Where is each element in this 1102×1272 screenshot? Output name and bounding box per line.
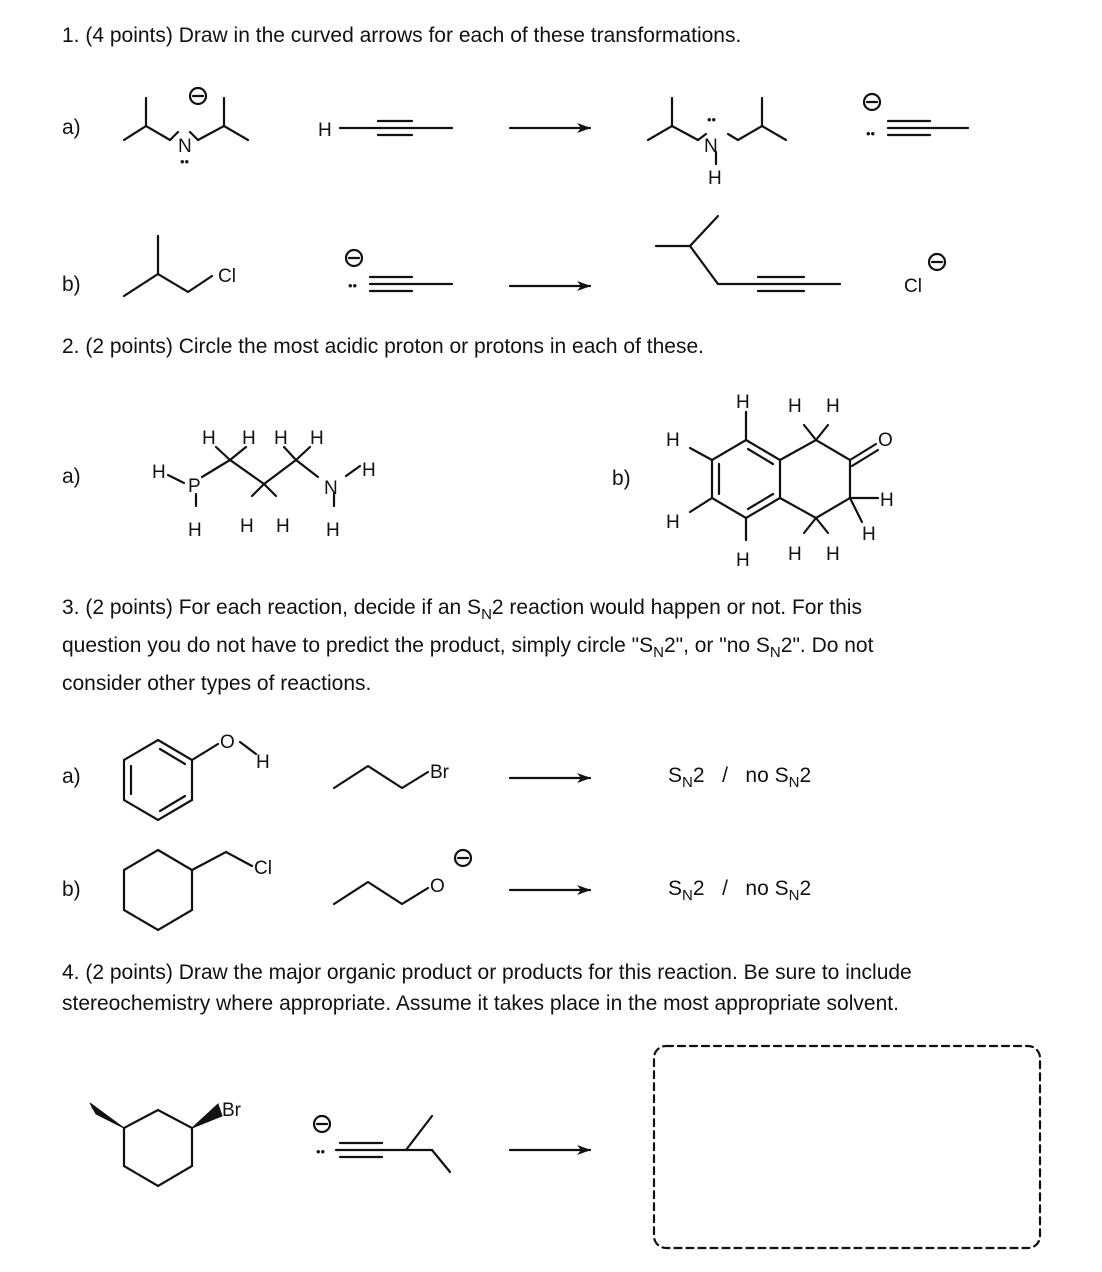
q2b-h-aryl-top: H bbox=[736, 392, 750, 413]
q3b-oxide-minus bbox=[455, 850, 471, 866]
q4-bromine: Br bbox=[222, 1100, 241, 1121]
question-1-text: 1. (4 points) Draw in the curved arrows for each of these transformations. bbox=[62, 24, 742, 47]
q1a-diisopropylamide bbox=[124, 98, 248, 140]
q2a-h-top-1: H bbox=[202, 428, 216, 449]
q3a-bromine: Br bbox=[430, 762, 449, 783]
q2b-h-alpha-bottom: H bbox=[862, 524, 876, 545]
q1a-propynide-anion bbox=[888, 121, 968, 135]
q2b-h-ch2-bottom-2: H bbox=[826, 544, 840, 565]
sn2-choice-a[interactable]: $S_N2$ / no $S_N2$ bbox=[668, 764, 812, 791]
q1b-chloride: Cl bbox=[904, 276, 922, 297]
q1a-propyne bbox=[340, 121, 452, 135]
q2a-h-n-bottom: H bbox=[326, 520, 340, 541]
q4-acetylide-minus bbox=[314, 1116, 330, 1132]
q4-anion-lone-pair: •• bbox=[316, 1144, 326, 1159]
q4-isopropyl-acetylide bbox=[336, 1116, 450, 1172]
q1b-anion-lone-pair: •• bbox=[348, 278, 358, 293]
q1b-isobutyl-chloride bbox=[124, 236, 212, 296]
q2a-h-bottom-1: H bbox=[240, 516, 254, 537]
q3a-hydroxyl-h: H bbox=[256, 752, 270, 773]
q2-label-b: b) bbox=[612, 467, 631, 490]
q1b-acetylide bbox=[370, 277, 452, 291]
q2a-phosphorus: P bbox=[188, 476, 201, 497]
q1a-lone-pair: •• bbox=[180, 154, 190, 169]
q2b-tetralone bbox=[690, 412, 878, 540]
question-4-text: 4. (2 points) Draw the major organic product or products for this reaction. Be sure to include stereochemistry where appropriate. Assume it takes place in the most appropriate solvent. bbox=[62, 961, 912, 1015]
q4-wedge-bromo bbox=[192, 1104, 222, 1128]
q3a-propyl-bromide bbox=[334, 766, 428, 788]
question-2-text: 2. (2 points) Circle the most acidic proton or protons in each of these. bbox=[62, 335, 704, 358]
q2a-h-n-right: H bbox=[362, 460, 376, 481]
q1-label-b: b) bbox=[62, 273, 81, 296]
q2b-oxygen: O bbox=[878, 430, 893, 451]
q2b-h-ch2-top-2: H bbox=[826, 396, 840, 417]
q3a-oxygen: O bbox=[220, 732, 235, 753]
q2a-nitrogen: N bbox=[324, 478, 338, 499]
q4-answer-box bbox=[654, 1046, 1040, 1248]
q1b-alkyne-product bbox=[656, 216, 840, 291]
q1a-product-nitrogen: N bbox=[704, 136, 718, 157]
q2a-h-left: H bbox=[152, 462, 166, 483]
q2a-h-top-4: H bbox=[310, 428, 324, 449]
q2b-h-ch2-bottom-1: H bbox=[788, 544, 802, 565]
q2a-h-bottom-2: H bbox=[276, 516, 290, 537]
q1a-product-h: H bbox=[708, 168, 722, 189]
q1a-minus-charge bbox=[190, 88, 206, 104]
q3-label-a: a) bbox=[62, 765, 81, 788]
q1a-product-minus bbox=[864, 94, 880, 110]
q3b-oxygen: O bbox=[430, 876, 445, 897]
q1a-product-lone-pair: •• bbox=[707, 112, 717, 127]
q1b-reactant-minus bbox=[346, 250, 362, 266]
q3-label-b: b) bbox=[62, 878, 81, 901]
q4-wedge-methyl bbox=[90, 1103, 124, 1128]
q2a-h-top-2: H bbox=[242, 428, 256, 449]
q2b-h-aryl-bottom: H bbox=[736, 550, 750, 571]
q1-label-a: a) bbox=[62, 116, 81, 139]
sn2-choice-b[interactable]: $S_N2$ / no $S_N2$ bbox=[668, 877, 812, 904]
q2-label-a: a) bbox=[62, 465, 81, 488]
q1b-chlorine: Cl bbox=[218, 266, 236, 287]
q1b-chloride-minus bbox=[929, 254, 945, 270]
q3b-chlorine: Cl bbox=[254, 858, 272, 879]
q2b-h-aryl-left-bottom: H bbox=[666, 512, 680, 533]
q2b-h-ch2-top-1: H bbox=[788, 396, 802, 417]
q1a-anion-lone-pair: •• bbox=[866, 126, 876, 141]
q3b-propoxide bbox=[334, 882, 428, 904]
q2b-h-aryl-left-top: H bbox=[666, 430, 680, 451]
q2a-h-p-bottom: H bbox=[188, 520, 202, 541]
q3b-cyclohexylmethyl-chloride bbox=[124, 850, 252, 930]
q2a-h-top-3: H bbox=[274, 428, 288, 449]
q1a-alkyne-h: H bbox=[318, 120, 332, 141]
question-3-text: 3. (2 points) For each reaction, decide if an $S_N2$ reaction would happen or not. For this question you do not have to predict the product, simply circle "$S_N2$", or "no $S_N2$". Do not consider other types of reactions. bbox=[62, 596, 874, 696]
q2b-h-alpha-right: H bbox=[880, 490, 894, 511]
q1a-nitrogen: N bbox=[178, 136, 192, 157]
q3a-benzyl-alcohol bbox=[124, 740, 256, 820]
